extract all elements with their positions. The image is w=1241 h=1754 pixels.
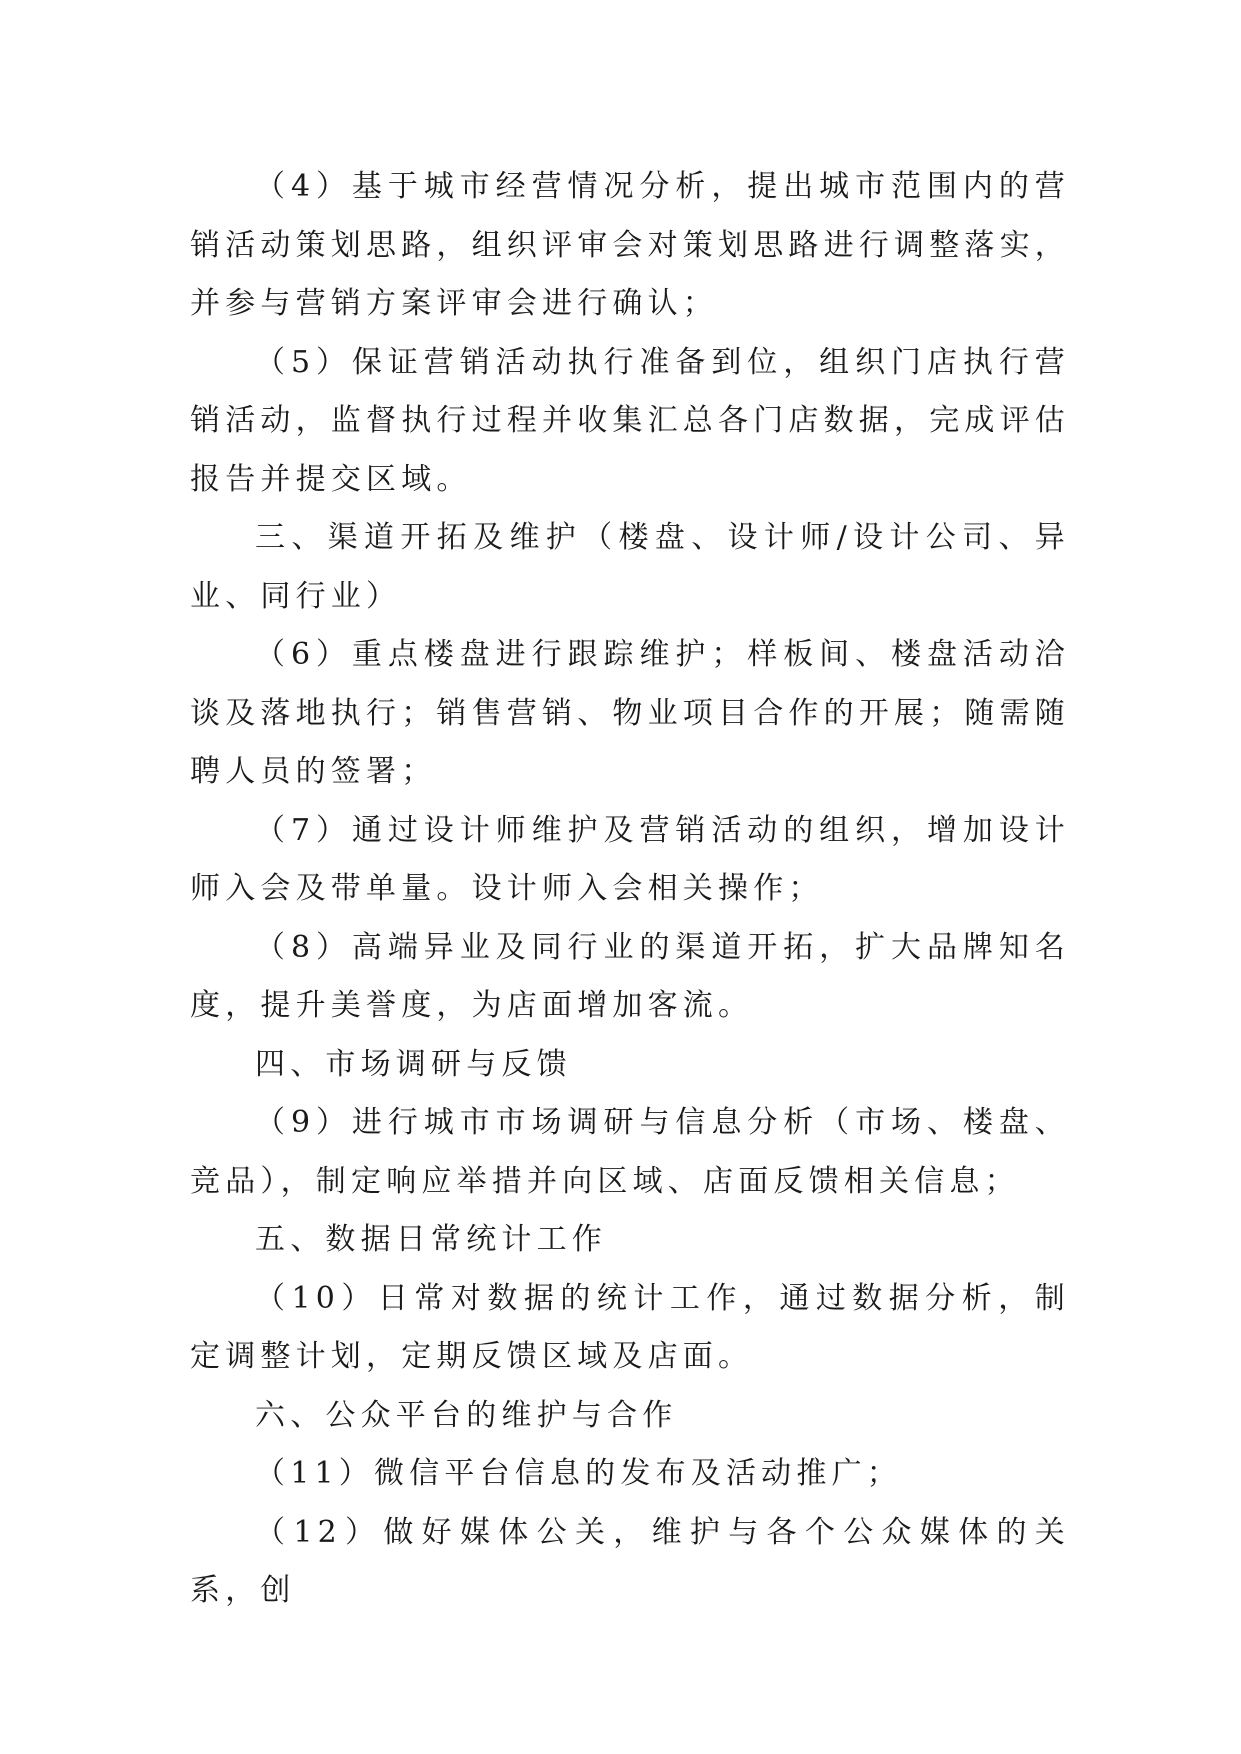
- paragraph-item-8: （8）高端异业及同行业的渠道开拓，扩大品牌知名度，提升美誉度，为店面增加客流。: [190, 929, 1070, 1023]
- paragraph-item-9: （9）进行城市市场调研与信息分析（市场、楼盘、竞品），制定响应举措并向区域、店面反馈相关信息；: [190, 1105, 1070, 1199]
- section-heading-public-platform: 六、公众平台的维护与合作: [255, 1397, 678, 1433]
- paragraph-item-4: （4）基于城市经营情况分析，提出城市范围内的营销活动策划思路，组织评审会对策划思路进行调整落实，并参与营销方案评审会进行确认；: [190, 169, 1070, 321]
- paragraph-item-7: （7）通过设计师维护及营销活动的组织，增加设计师入会及带单量。设计师入会相关操作；: [190, 812, 1070, 906]
- paragraph-item-10: （10）日常对数据的统计工作，通过数据分析，制定调整计划，定期反馈区域及店面。: [190, 1280, 1070, 1374]
- paragraph-item-11: （11）微信平台信息的发布及活动推广；: [255, 1456, 902, 1491]
- section-heading-market-research: 四、市场调研与反馈: [255, 1046, 572, 1082]
- paragraph-item-12: （12）做好媒体公关，维护与各个公众媒体的关系，创: [190, 1514, 1070, 1608]
- section-heading-data-statistics: 五、数据日常统计工作: [255, 1222, 607, 1257]
- section-heading-channel-development: 三、渠道开拓及维护（楼盘、设计师/设计公司、异业、同行业）: [190, 520, 1070, 614]
- document-body: [190, 158, 1070, 1621]
- paragraph-item-5: （5）保证营销活动执行准备到位，组织门店执行营销活动，监督执行过程并收集汇总各门店数据，完成评估报告并提交区域。: [190, 344, 1070, 497]
- paragraph-item-6: （6）重点楼盘进行跟踪维护；样板间、楼盘活动洽谈及落地执行；销售营销、物业项目合作的开展；随需随聘人员的签署；: [190, 637, 1070, 789]
